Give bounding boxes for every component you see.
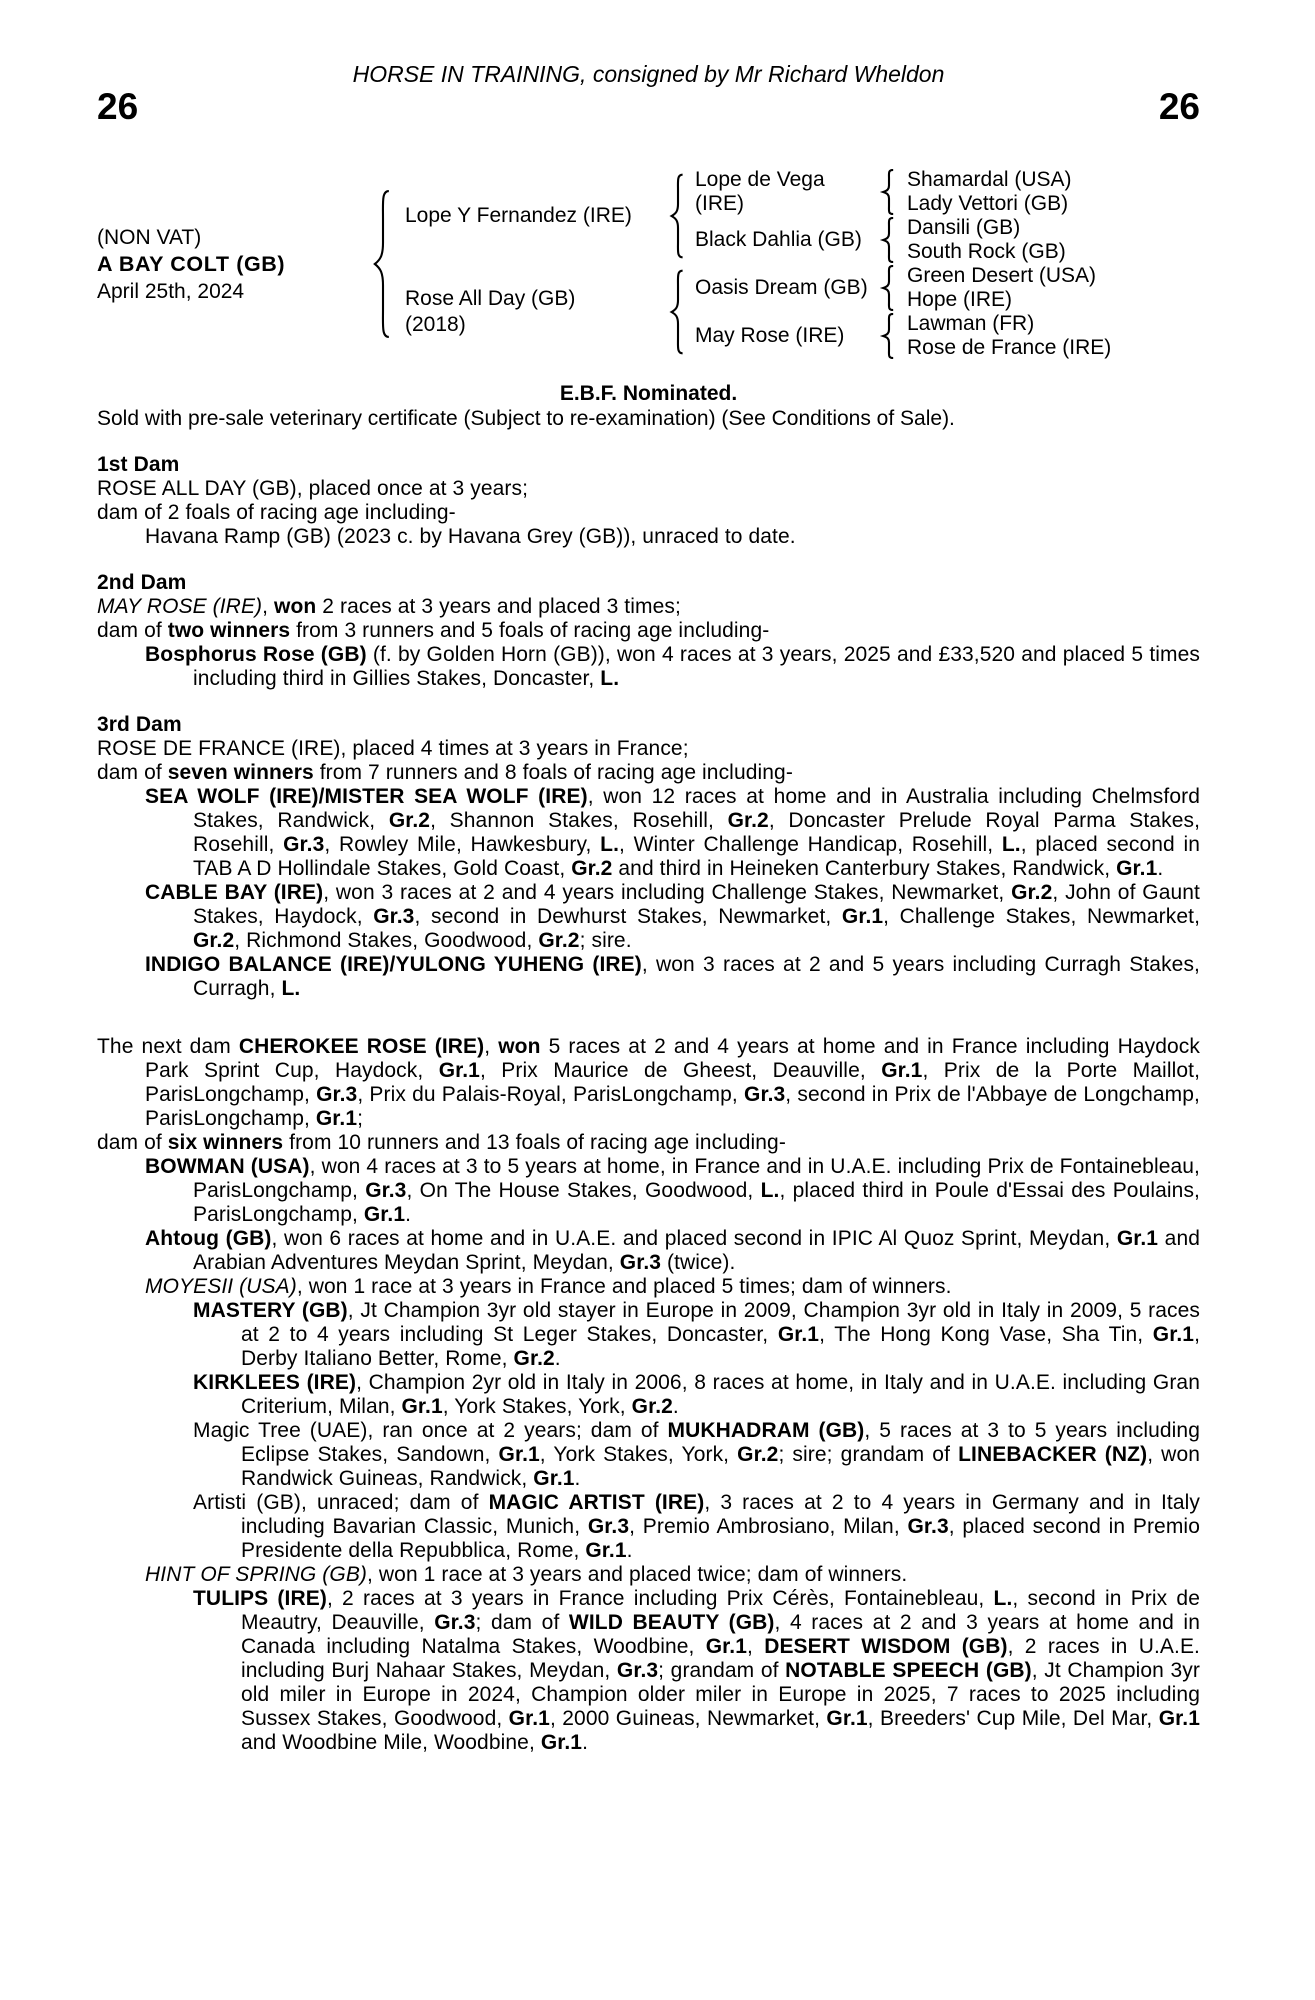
emphasized-text: Gr.1 (533, 1467, 575, 1490)
catalogue-paragraph: Bosphorus Rose (GB) (f. by Golden Horn (GB)), won 4 races at 3 years, 2025 and £33,520 and placed 5 times including third in Gillies Stakes, Doncaster, L. (145, 643, 1200, 690)
dam-cell (405, 264, 1200, 360)
catalogue-paragraph: KIRKLEES (IRE), Champion 2yr old in Italy in 2006, 8 races at home, in Italy and in U.A.E. including Gran Criterium, Milan, Gr.1, York Stakes, York, Gr.2. (193, 1371, 1200, 1418)
emphasized-text: Bosphorus Rose (GB) (145, 643, 367, 666)
emphasized-text: Gr.1 (498, 1443, 540, 1466)
sire-parents (695, 168, 1200, 264)
dams-sire-name: Oasis Dream (GB) (695, 276, 868, 299)
catalogue-paragraph: dam of 2 foals of racing age including- (97, 501, 456, 524)
emphasized-text: L. (600, 833, 620, 856)
lot-number-right: 26 (1158, 86, 1200, 127)
emphasized-text: CHEROKEE ROSE (IRE) (238, 1035, 485, 1058)
emphasized-text: Gr.1 (508, 1707, 550, 1730)
emphasized-text: Gr.3 (619, 1251, 662, 1274)
emphasized-text: six winners (167, 1131, 284, 1154)
emphasized-text: won (274, 595, 317, 618)
emphasized-text: L. (993, 1587, 1013, 1610)
emphasized-text: Gr.1 (826, 1707, 868, 1730)
emphasized-text: Gr.1 (363, 1203, 406, 1226)
emphasized-text: seven winners (167, 761, 314, 784)
emphasized-text: INDIGO BALANCE (IRE)/YULONG YUHENG (IRE) (145, 953, 642, 976)
dam-name: Rose All Day (GB) (405, 287, 576, 310)
sires-sire-parents (907, 168, 1072, 216)
catalogue-paragraph: BOWMAN (USA), won 4 races at 3 to 5 years at home, in France and in U.A.E. including Prix de Fontainebleau, ParisLongchamp, Gr.3, On The House Stakes, Goodwood, L., placed third in Poule d'Essai des Poulains, ParisLongchamp, Gr.1. (145, 1155, 1200, 1226)
emphasized-text: Gr.2 (737, 1443, 779, 1466)
emphasized-text: L. (760, 1179, 780, 1202)
catalogue-paragraph: CABLE BAY (IRE), won 3 races at 2 and 4 years including Challenge Stakes, Newmarket, Gr.2, John of Gaunt Stakes, Haydock, Gr.3, second in Dewhurst Stakes, Newmarket, Gr.1, Challenge Stakes, Newmarket, Gr.2, Richmond Stakes, Goodwood, Gr.2; sire. (145, 881, 1200, 952)
emphasized-text: Gr.3 (365, 1179, 407, 1202)
emphasized-text: Gr.2 (727, 809, 769, 832)
foaling-date: April 25th, 2024 (97, 279, 245, 303)
catalogue-paragraph: Havana Ramp (GB) (2023 c. by Havana Grey (GB)), unraced to date. (145, 525, 796, 548)
dam-parents (695, 264, 1200, 360)
ped-dam-sire-sire: Green Desert (USA) (907, 264, 1097, 287)
emphasized-text: BOWMAN (USA) (145, 1155, 310, 1178)
dams-sire-parents (907, 264, 1096, 312)
emphasized-text: KIRKLEES (IRE) (193, 1371, 357, 1394)
emphasized-text: Gr.3 (316, 1083, 358, 1106)
emphasized-text: Gr.1 (1116, 857, 1158, 880)
emphasized-text: CABLE BAY (IRE) (145, 881, 324, 904)
emphasized-text: Gr.1 (1152, 1323, 1195, 1346)
sires-dam-cell (695, 216, 1200, 264)
dams-sire-cell (695, 264, 1200, 312)
catalogue-paragraph: INDIGO BALANCE (IRE)/YULONG YUHENG (IRE), won 3 races at 2 and 5 years including Curragh Stakes, Curragh, L. (145, 953, 1200, 1000)
pedigree-brace-icon (667, 173, 689, 259)
emphasized-text: Gr.1 (1158, 1707, 1201, 1730)
catalogue-text (97, 453, 1200, 1755)
third-dam-heading: 3rd Dam (97, 713, 182, 736)
ped-dam-sire-dam: Hope (IRE) (907, 288, 1013, 311)
ped-sire-sire-sire: Shamardal (USA) (907, 168, 1072, 191)
emphasized-text: Gr.1 (705, 1635, 747, 1658)
emphasized-text: two winners (167, 619, 291, 642)
ped-dam-dam-dam: Rose de France (IRE) (907, 336, 1112, 359)
catalogue-paragraph: The next dam CHEROKEE ROSE (IRE), won 5 races at 2 and 4 years at home and in France including Haydock Park Sprint Cup, Haydock, Gr.1, Prix Maurice de Gheest, Deauville, Gr.1, Prix de la Porte Maillot, ParisLongchamp, Gr.3, Prix du Palais-Royal, ParisLongchamp, Gr.3, second in Prix de l'Abbaye de Longchamp, ParisLongchamp, Gr.1; (97, 1035, 1201, 1130)
emphasized-text: Gr.1 (585, 1539, 627, 1562)
catalogue-paragraph: ROSE ALL DAY (GB), placed once at 3 years; (97, 477, 529, 500)
emphasized-text: Gr.1 (777, 1323, 820, 1346)
emphasized-text: Gr.1 (401, 1395, 443, 1418)
emphasized-text: NOTABLE SPEECH (GB) (785, 1659, 1032, 1682)
emphasized-text: Gr.1 (438, 1059, 480, 1082)
catalogue-paragraph: HINT OF SPRING (GB), won 1 race at 3 years and placed twice; dam of winners. (145, 1563, 908, 1586)
ped-sire-dam-dam: South Rock (GB) (907, 240, 1066, 263)
catalogue-paragraph: TULIPS (IRE), 2 races at 3 years in France including Prix Cérès, Fontainebleau, L., second in Prix de Meautry, Deauville, Gr.3; dam of WILD BEAUTY (GB), 4 races at 2 and 3 years at home and in Canada including Natalma Stakes, Woodbine, Gr.1, DESERT WISDOM (GB), 2 races in U.A.E. including Burj Nahaar Stakes, Meydan, Gr.3; grandam of NOTABLE SPEECH (GB), Jt Champion 3yr old miler in Europe in 2024, Champion older miler in Europe in 2025, 7 races to 2025 including Sussex Stakes, Goodwood, Gr.1, 2000 Guineas, Newmarket, Gr.1, Breeders' Cup Mile, Del Mar, Gr.1 and Woodbine Mile, Woodbine, Gr.1. (193, 1587, 1201, 1754)
sires-sire-cell (695, 168, 1200, 216)
emphasized-text: Gr.3 (907, 1515, 949, 1538)
emphasized-text: Gr.3 (434, 1611, 476, 1634)
emphasized-text: LINEBACKER (NZ) (958, 1443, 1148, 1466)
emphasized-text: Gr.3 (744, 1083, 786, 1106)
emphasized-text: L. (281, 977, 301, 1000)
emphasized-text: Gr.1 (1116, 1227, 1159, 1250)
dam-name-block (405, 286, 667, 338)
pedigree-brace-icon (369, 188, 397, 340)
emphasized-text: Gr.2 (513, 1347, 555, 1370)
pedigree-brace-icon (879, 313, 899, 359)
emphasized-text: SEA WOLF (IRE)/MISTER SEA WOLF (IRE) (145, 785, 588, 808)
pedigree-brace-icon (879, 265, 899, 311)
ped-dam-dam-sire: Lawman (FR) (907, 312, 1035, 335)
catalogue-paragraph: Magic Tree (UAE), ran once at 2 years; dam of MUKHADRAM (GB), 5 races at 3 to 5 years including Eclipse Stakes, Sandown, Gr.1, York Stakes, York, Gr.2; sire; grandam of LINEBACKER (NZ), won Randwick Guineas, Randwick, Gr.1. (193, 1419, 1201, 1490)
page-header-title: HORSE IN TRAINING, consigned by Mr Richard Wheldon (352, 61, 945, 87)
emphasized-text: Gr.2 (193, 929, 235, 952)
sires-dam-parents (907, 216, 1066, 264)
emphasized-text: Gr.3 (587, 1515, 630, 1538)
emphasized-text: MAY ROSE (IRE) (97, 595, 263, 618)
catalogue-paragraph: Ahtoug (GB), won 6 races at home and in U.A.E. and placed second in IPIC Al Quoz Sprint, Meydan, Gr.1 and Arabian Adventures Meydan Sprint, Meydan, Gr.3 (twice). (145, 1227, 1200, 1274)
vat-note: (NON VAT) (97, 225, 202, 249)
sires-sire-name: Lope de Vega (IRE) (695, 168, 825, 215)
emphasized-text: Gr.3 (616, 1659, 659, 1682)
emphasized-text: MAGIC ARTIST (IRE) (488, 1491, 705, 1514)
sires-dam-name: Black Dahlia (GB) (695, 228, 862, 251)
dams-dam-parents (907, 312, 1111, 360)
dam-year: (2018) (405, 313, 466, 336)
catalogue-paragraph: MASTERY (GB), Jt Champion 3yr old stayer in Europe in 2009, Champion 3yr old in Italy in 2009, 5 races at 2 to 4 years including St Leger Stakes, Doncaster, Gr.1, The Hong Kong Vase, Sha Tin, Gr.1, Derby Italiano Better, Rome, Gr.2. (193, 1299, 1200, 1370)
pedigree-brace-icon (667, 269, 689, 355)
ebf-nominated-notice: E.B.F. Nominated. (559, 382, 738, 405)
subject-name: A BAY COLT (GB) (97, 251, 286, 276)
catalogue-paragraph: Artisti (GB), unraced; dam of MAGIC ARTIST (IRE), 3 races at 2 to 4 years in Germany and in Italy including Bavarian Classic, Munich, Gr.3, Premio Ambrosiano, Milan, Gr.3, placed second in Premio Presidente della Repubblica, Rome, Gr.1. (193, 1491, 1200, 1562)
emphasized-text: Gr.2 (1011, 881, 1053, 904)
pedigree-brace-icon (879, 169, 899, 215)
sire-cell (405, 168, 1200, 264)
catalogue-paragraph: SEA WOLF (IRE)/MISTER SEA WOLF (IRE), won 12 races at home and in Australia including Chelmsford Stakes, Randwick, Gr.2, Shannon Stakes, Rosehill, Gr.2, Doncaster Prelude Royal Parma Stakes, Rosehill, Gr.3, Rowley Mile, Hawkesbury, L., Winter Challenge Handicap, Rosehill, L., placed second in TAB A D Hollindale Stakes, Gold Coast, Gr.2 and third in Heineken Canterbury Stakes, Randwick, Gr.1. (145, 785, 1201, 880)
emphasized-text: Ahtoug (GB) (145, 1227, 272, 1250)
emphasized-text: HINT OF SPRING (GB) (145, 1563, 368, 1586)
emphasized-text: Gr.2 (631, 1395, 673, 1418)
emphasized-text: DESERT WISDOM (GB) (764, 1635, 1008, 1658)
emphasized-text: L. (600, 667, 620, 690)
ped-sire-dam-sire: Dansili (GB) (907, 216, 1021, 239)
catalogue-paragraph: ROSE DE FRANCE (IRE), placed 4 times at 3 years in France; (97, 737, 689, 760)
lot-number-left: 26 (97, 86, 139, 127)
catalogue-paragraph: MAY ROSE (IRE), won 2 races at 3 years and placed 3 times; (97, 595, 681, 618)
dams-dam-name: May Rose (IRE) (695, 324, 845, 347)
ped-sire-sire-dam: Lady Vettori (GB) (907, 192, 1069, 215)
emphasized-text: MOYESII (USA) (145, 1275, 297, 1298)
catalogue-paragraph: MOYESII (USA), won 1 race at 3 years in France and placed 5 times; dam of winners. (145, 1275, 952, 1298)
catalogue-paragraph: dam of two winners from 3 runners and 5 foals of racing age including- (97, 619, 770, 642)
pedigree-brace-icon (879, 217, 899, 263)
subject-block (97, 224, 369, 305)
catalogue-paragraph: dam of six winners from 10 runners and 13 foals of racing age including- (97, 1131, 786, 1154)
emphasized-text: Gr.2 (388, 809, 431, 832)
lot-number-row (97, 88, 1200, 126)
veterinary-notice: Sold with pre-sale veterinary certificate (Subject to re-examination) (See Conditions of Sale). (97, 407, 955, 430)
first-dam-heading: 1st Dam (97, 453, 180, 476)
emphasized-text: MASTERY (GB) (193, 1299, 348, 1322)
pedigree-table (97, 168, 1200, 360)
pedigree-generation-2 (405, 168, 1200, 360)
emphasized-text: Gr.3 (283, 833, 325, 856)
emphasized-text: Gr.1 (881, 1059, 923, 1082)
second-dam-heading: 2nd Dam (97, 571, 187, 594)
emphasized-text: Gr.1 (841, 905, 884, 928)
emphasized-text: WILD BEAUTY (GB) (568, 1611, 775, 1634)
emphasized-text: Gr.2 (571, 857, 613, 880)
emphasized-text: Gr.2 (538, 929, 580, 952)
emphasized-text: L. (1001, 833, 1021, 856)
emphasized-text: Gr.1 (315, 1107, 358, 1130)
dams-dam-cell (695, 312, 1200, 360)
emphasized-text: Gr.3 (373, 905, 415, 928)
emphasized-text: MUKHADRAM (GB) (667, 1419, 865, 1442)
emphasized-text: TULIPS (IRE) (193, 1587, 327, 1610)
emphasized-text: won (498, 1035, 541, 1058)
emphasized-text: Gr.1 (540, 1731, 583, 1754)
catalogue-paragraph: dam of seven winners from 7 runners and 8 foals of racing age including- (97, 761, 793, 784)
sire-name: Lope Y Fernandez (IRE) (405, 204, 632, 227)
